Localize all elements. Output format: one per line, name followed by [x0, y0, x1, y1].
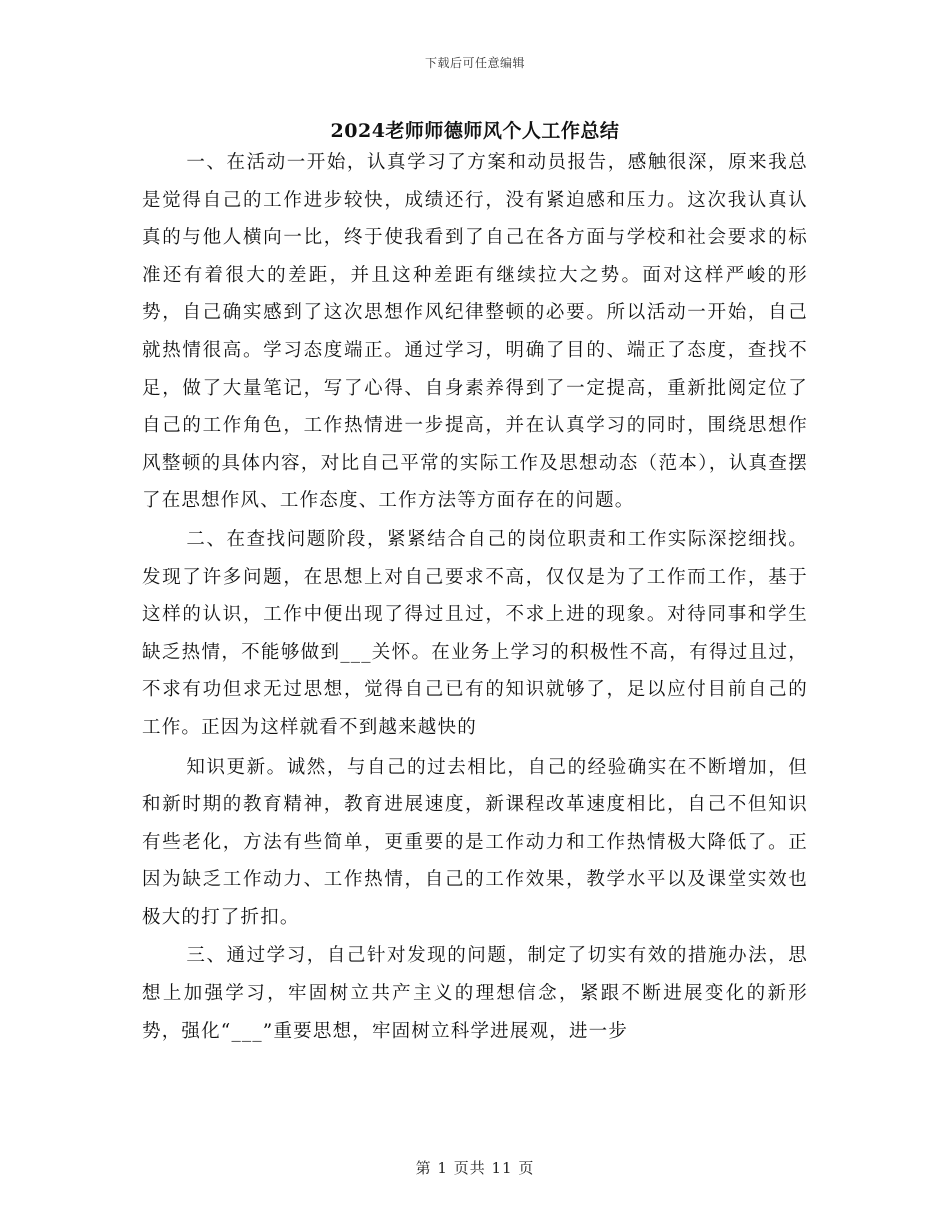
- document-title: 2024老师师德师风个人工作总结: [330, 120, 620, 142]
- page-number: 第 1 页共 11 页: [415, 1159, 535, 1177]
- paragraph-2: 二、在查找问题阶段，紧紧结合自己的岗位职责和工作实际深挖细找。发现了许多问题，在思想上对自己要求不高，仅仅是为了工作而工作，基于这样的认识，工作中便出现了得过且过，不求上进的现象。对待同事和学生缺乏热情，不能够做到___关怀。在业务上学习的积极性不高，有得过且过，不求有功但求无过思想，觉得自己已有的知识就够了，足以应付目前自己的工作。正因为这样就看不到越来越快的: [142, 528, 808, 738]
- paragraph-1: 一、在活动一开始，认真学习了方案和动员报告，感触很深，原来我总是觉得自己的工作进步较快，成绩还行，没有紧迫感和压力。这次我认真认真的与他人横向一比，终于使我看到了自己在各方面与学校和社会要求的标准还有着很大的差距，并且这种差距有继续拉大之势。面对这样严峻的形势，自己确实感到了这次思想作风纪律整顿的必要。所以活动一开始，自己就热情很高。学习态度端正。通过学习，明确了目的、端正了态度，查找不足，做了大量笔记，写了心得、自身素养得到了一定提高，重新批阅定位了自己的工作角色，工作热情进一步提高，并在认真学习的同时，围绕思想作风整顿的具体内容，对比自己平常的实际工作及思想动态（范本），认真查摆了在思想作风、工作态度、工作方法等方面存在的问题。: [142, 152, 808, 512]
- paragraph-3: 知识更新。诚然，与自己的过去相比，自己的经验确实在不断增加，但和新时期的教育精神，教育进展速度，新课程改革速度相比，自己不但知识有些老化，方法有些简单，更重要的是工作动力和工作热情极大降低了。正因为缺乏工作动力、工作热情，自己的工作效果，教学水平以及课堂实效也极大的打了折扣。: [142, 756, 808, 928]
- document-body: [142, 144, 808, 1050]
- paragraph-4: 三、通过学习，自己针对发现的问题，制定了切实有效的措施办法，思想上加强学习，牢固树立共产主义的理想信念，紧跟不断进展变化的新形势，强化“___”重要思想，牢固树立科学进展观，进一步: [142, 945, 808, 1042]
- header-note: 下载后可任意编辑: [424, 56, 525, 70]
